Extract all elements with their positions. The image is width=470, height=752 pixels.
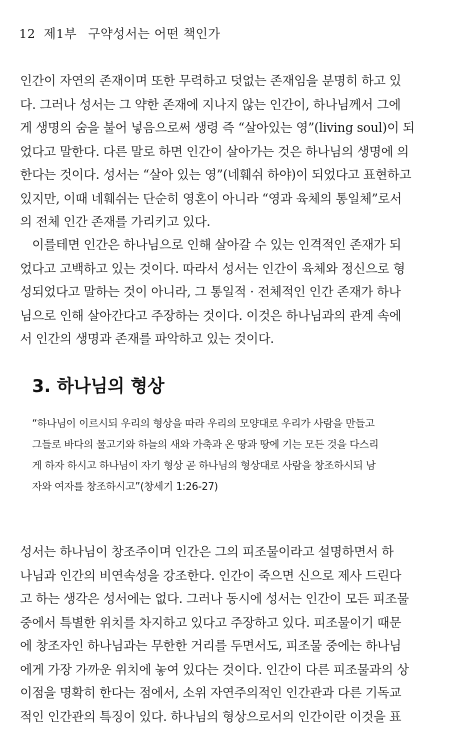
text-line: 님으로 인해 살아간다고 주장하는 것이다. 이것은 하나님과의 관계 속에 <box>20 307 402 323</box>
quote-line: 그들로 바다의 물고기와 하늘의 새와 가축과 온 땅과 땅에 기는 모든 것을 다스리 <box>32 439 379 451</box>
text-line: 성되었다고 말하는 것이 아니라, 그 통일적 · 전체적인 인간 존재가 하나 <box>20 284 401 299</box>
quote-line: “하나님이 이르시되 우리의 형상을 따라 우리의 모양대로 우리가 사람을 만들고 <box>32 418 375 430</box>
text-line: 다. 그러나 성서는 그 약한 존재에 지나지 않는 인간이, 하나님께서 그에 <box>20 96 401 112</box>
paragraph-2 <box>20 233 452 351</box>
text-line: 었다고 말한다. 다른 말로 하면 인간이 살아가는 것은 하나님의 생명에 의 <box>20 143 409 159</box>
section-heading: 3. 하나님의 형상 <box>32 377 165 397</box>
text-line: 이점을 명확히 한다는 점에서, 소위 자연주의적인 인간관과 다른 기독교 <box>20 685 402 700</box>
text-line: 의 전체 인간 존재를 가리키고 있다. <box>20 214 211 229</box>
text-line: 인간이 자연의 존재이며 또한 무력하고 덧없는 존재임을 분명히 하고 있 <box>20 73 402 88</box>
paragraph-3 <box>20 540 452 728</box>
text-line: 이를테면 인간은 하나님으로 인해 살아갈 수 있는 인격적인 존재가 되 <box>32 237 402 252</box>
text-line: 적인 인간관의 특징이 있다. 하나님의 형상으로서의 인간이란 이것을 표 <box>20 708 402 724</box>
text-line: 고 하는 생각은 성서에는 없다. 그러나 동시에 성서는 인간이 모든 피조물 <box>20 591 409 606</box>
text-line: 게 생명의 숨을 불어 넣음으로써 생령 즉 “살아있는 영”(living soul)이 되 <box>20 120 415 135</box>
text-line: 나님과 인간의 비연속성을 강조한다. 인간이 죽으면 신으로 제사 드린다 <box>20 567 402 583</box>
text-line: 었다고 고백하고 있는 것이다. 따라서 성서는 인간이 육체와 정신으로 형 <box>20 260 406 276</box>
scripture-quote <box>32 414 452 498</box>
text-line: 에 창조자인 하나님과는 무한한 거리를 두면서도, 피조물 중에는 하나님 <box>20 638 402 653</box>
quote-line: 게 하자 하시고 하나님이 자기 형상 곧 하나님의 형상대로 사람을 창조하시되 남 <box>32 460 376 472</box>
text-line: 한다는 것이다. 성서는 “살아 있는 영”(네훼쉬 하야)이 되었다고 표현하고 <box>20 167 412 182</box>
text-line: 성서는 하나님이 창조주이며 인간은 그의 피조물이라고 설명하면서 하 <box>20 544 394 559</box>
part-label: 제1부 <box>43 26 77 41</box>
text-line: 있지만, 이때 네훼쉬는 단순히 영혼이 아니라 “영과 육체의 통일체”로서 <box>20 190 402 206</box>
text-line: 중에서 특별한 위치를 차지하고 있다고 주장하고 있다. 피조물이기 때문 <box>20 614 402 630</box>
book-title: 구약성서는 어떤 책인가 <box>88 26 221 41</box>
page-number: 12 <box>19 26 36 41</box>
text-line: 에게 가장 가까운 위치에 놓여 있다는 것이다. 인간이 다른 피조물과의 상 <box>20 661 409 677</box>
running-header <box>19 24 220 42</box>
text-line: 서 인간의 생명과 존재를 파악하고 있는 것이다. <box>20 331 274 346</box>
quote-line: 자와 여자를 창조하시고”(창세기 1:26-27) <box>32 481 218 493</box>
paragraph-1 <box>20 69 452 234</box>
